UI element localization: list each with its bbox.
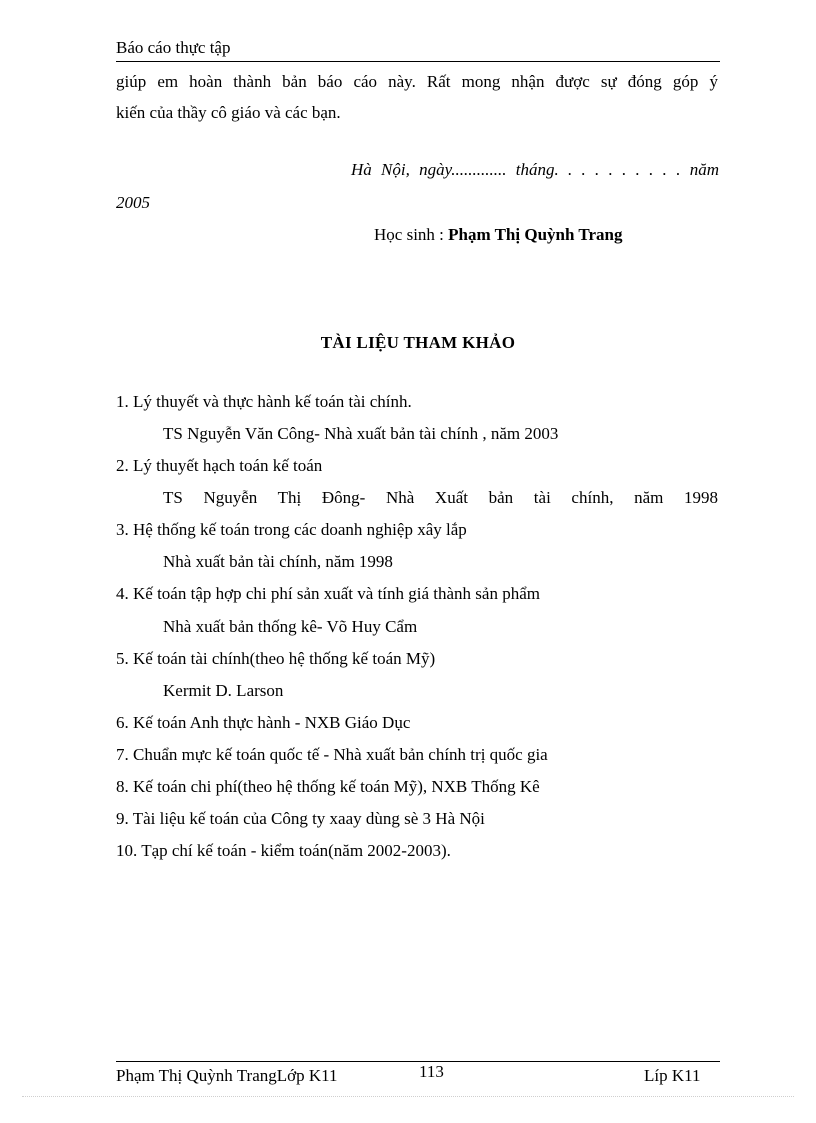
reference-item-5-title: 5. Kế toán tài chính(theo hệ thống kế toán Mỹ) [116,649,436,668]
reference-item-3-title: 3. Hệ thống kế toán trong các doanh nghiệp xây lắp [116,520,467,539]
reference-item-4-detail: Nhà xuất bản thống kê- Võ Huy Cẩm [163,617,418,636]
reference-item-2-title: 2. Lý thuyết hạch toán kế toán [116,456,323,475]
reference-item-6-title: 6. Kế toán Anh thực hành - NXB Giáo Dục [116,713,411,732]
student-signature [374,225,622,245]
place-date-line: Hà Nội, ngày............. tháng. . . . . . . . . . năm [351,160,719,179]
student-name: Phạm Thị Quỳnh Trang [448,225,623,244]
date-year: 2005 [116,193,150,212]
footer-right: Líp K11 [644,1066,701,1085]
reference-item-1-detail: TS Nguyễn Văn Công- Nhà xuất bản tài chính , năm 2003 [163,424,559,443]
page-break-divider [22,1096,794,1097]
reference-item-8-title: 8. Kế toán chi phí(theo hệ thống kế toán Mỹ), NXB Thống Kê [116,777,540,796]
page-header: Báo cáo thực tập [116,38,231,57]
header-rule [116,61,720,62]
page-number: 113 [419,1062,444,1081]
reference-item-2-detail: TS Nguyễn Thị Đông- Nhà Xuất bản tài chính, năm 1998 [163,488,718,507]
closing-line-1: giúp em hoàn thành bản báo cáo này. Rất mong nhận được sự đóng góp ý [116,72,718,91]
reference-item-4-title: 4. Kế toán tập hợp chi phí sản xuất và tính giá thành sản phẩm [116,584,540,603]
student-label: Học sinh : [374,225,444,244]
reference-item-9-title: 9. Tài liệu kế toán của Công ty xaay dùng sè 3 Hà Nội [116,809,485,828]
closing-line-2: kiến của thầy cô giáo và các bạn. [116,103,341,122]
reference-item-5-detail: Kermit D. Larson [163,681,284,700]
footer-left: Phạm Thị Quỳnh TrangLớp K11 [116,1066,338,1085]
references-title: TÀI LIỆU THAM KHẢO [320,333,516,352]
reference-item-1-title: 1. Lý thuyết và thực hành kế toán tài chính. [116,392,412,411]
reference-item-10-title: 10. Tạp chí kế toán - kiểm toán(năm 2002-2003). [116,841,451,860]
reference-item-7-title: 7. Chuẩn mực kế toán quốc tế - Nhà xuất bản chính trị quốc gia [116,745,548,764]
reference-item-3-detail: Nhà xuất bản tài chính, năm 1998 [163,552,393,571]
footer-rule [116,1061,720,1062]
